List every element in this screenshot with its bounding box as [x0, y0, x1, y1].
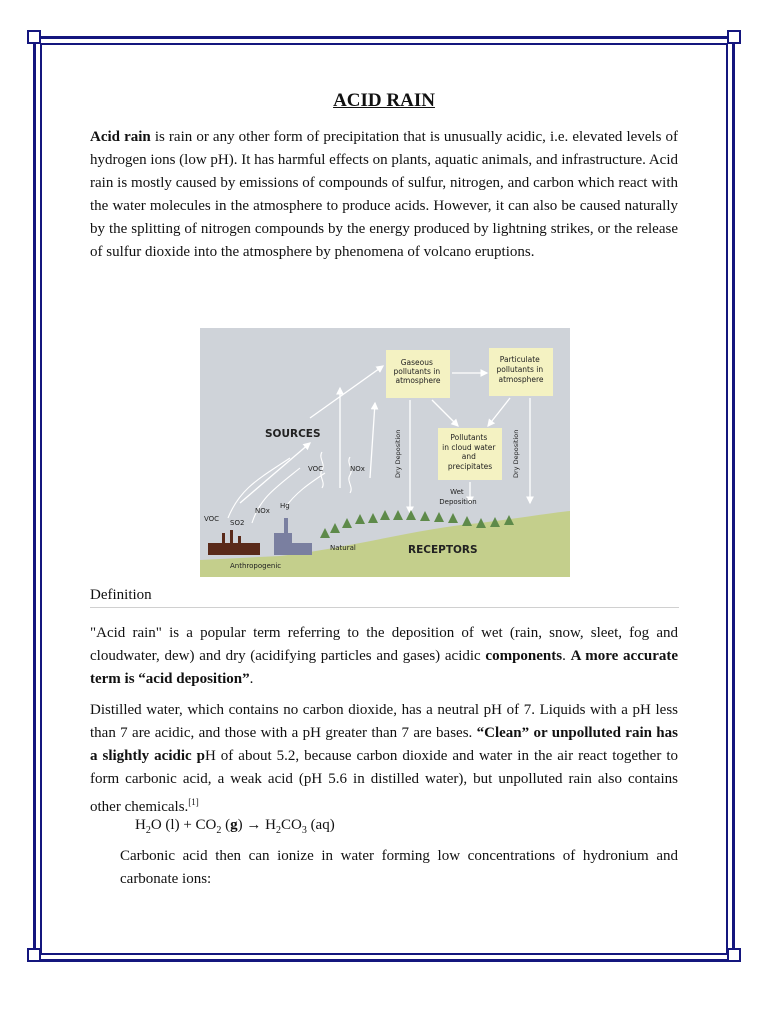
- natural-label: Natural: [330, 544, 356, 552]
- acid-rain-diagram: [200, 328, 570, 577]
- nox-label: NOx: [350, 465, 365, 473]
- dry-deposition-label: Dry Deposition: [394, 429, 402, 478]
- nox-label: NOx: [255, 507, 270, 515]
- document-body: [90, 90, 678, 278]
- svg-text:Particulate pollutants in: Particulate pollutants in atmosphere: [496, 355, 544, 384]
- dry-deposition-label: Dry Deposition: [512, 429, 520, 478]
- intro-term: Acid rain: [90, 129, 151, 145]
- page-title: ACID RAIN: [333, 90, 435, 111]
- receptors-label: RECEPTORS: [408, 544, 478, 556]
- distilled-water-paragraph: Distilled water, which contains no carbon dioxide, has a neutral pH of 7. Liquids with a pH less than 7 are acidic, and those with a pH greater than 7 are bases. “Clean” or unpolluted rain has a slightly acidic pH of about 5.2, because carbon dioxide and water in the air react together to form carbonic acid, a weak acid (pH 5.6 in distilled water), but unpolluted rain also contains other chemicals.[1]: [90, 702, 678, 815]
- svg-text:Gaseous pollutants in: Gaseous pollutants in atmosphere: [393, 358, 441, 385]
- section-heading-definition: Definition: [90, 587, 679, 608]
- so2-label: SO2: [230, 519, 245, 527]
- voc-label: VOC: [308, 465, 324, 473]
- chemical-equation: $H_2O$ $(l) + CO_2$ $(g) \to H_2CO_3$ (aq): [135, 817, 335, 836]
- border-corner: [727, 948, 741, 962]
- border-corner: [27, 30, 41, 44]
- svg-text:Wet Deposition: Wet Deposition: [439, 488, 477, 506]
- intro-paragraph: Acid rain is rain or any other form of precipitation that is unusually acidic, i.e. elevated levels of hydrogen ions (low pH). It has harmful effects on plants, aquatic animals, and infrastructure. Acid rain is mostly caused by emissions of compounds of sulfur, nitrogen, and carbon which react with the water molecules in the atmosphere to produce acids. However, it can also be caused naturally by the splitting of nitrogen compounds by the energy produced by lightning strikes, or the release of sulfur dioxide into the atmosphere by phenomena of volcano eruptions.: [90, 129, 679, 260]
- border-corner: [727, 30, 741, 44]
- voc-label: VOC: [204, 515, 220, 523]
- sources-label: SOURCES: [265, 428, 321, 440]
- citation-ref[interactable]: [1]: [188, 797, 199, 807]
- carbonic-acid-paragraph: Carbonic acid then can ionize in water forming low concentrations of hydronium and carbonate ions:: [120, 848, 678, 887]
- definition-section: [90, 622, 678, 827]
- definition-paragraph: "Acid rain" is a popular term referring to the deposition of wet (rain, snow, sleet, fog and cloudwater, dew) and dry (acidifying particles and gases) acidic components. A more accurate term is “acid deposition”.: [90, 625, 679, 687]
- anthropogenic-label: Anthropogenic: [230, 562, 282, 570]
- carbonic-acid-section: [120, 845, 678, 891]
- border-corner: [27, 948, 41, 962]
- hg-label: Hg: [280, 502, 290, 510]
- svg-text:Pollutants in cloud water: Pollutants in cloud water and precipitates: [442, 433, 496, 471]
